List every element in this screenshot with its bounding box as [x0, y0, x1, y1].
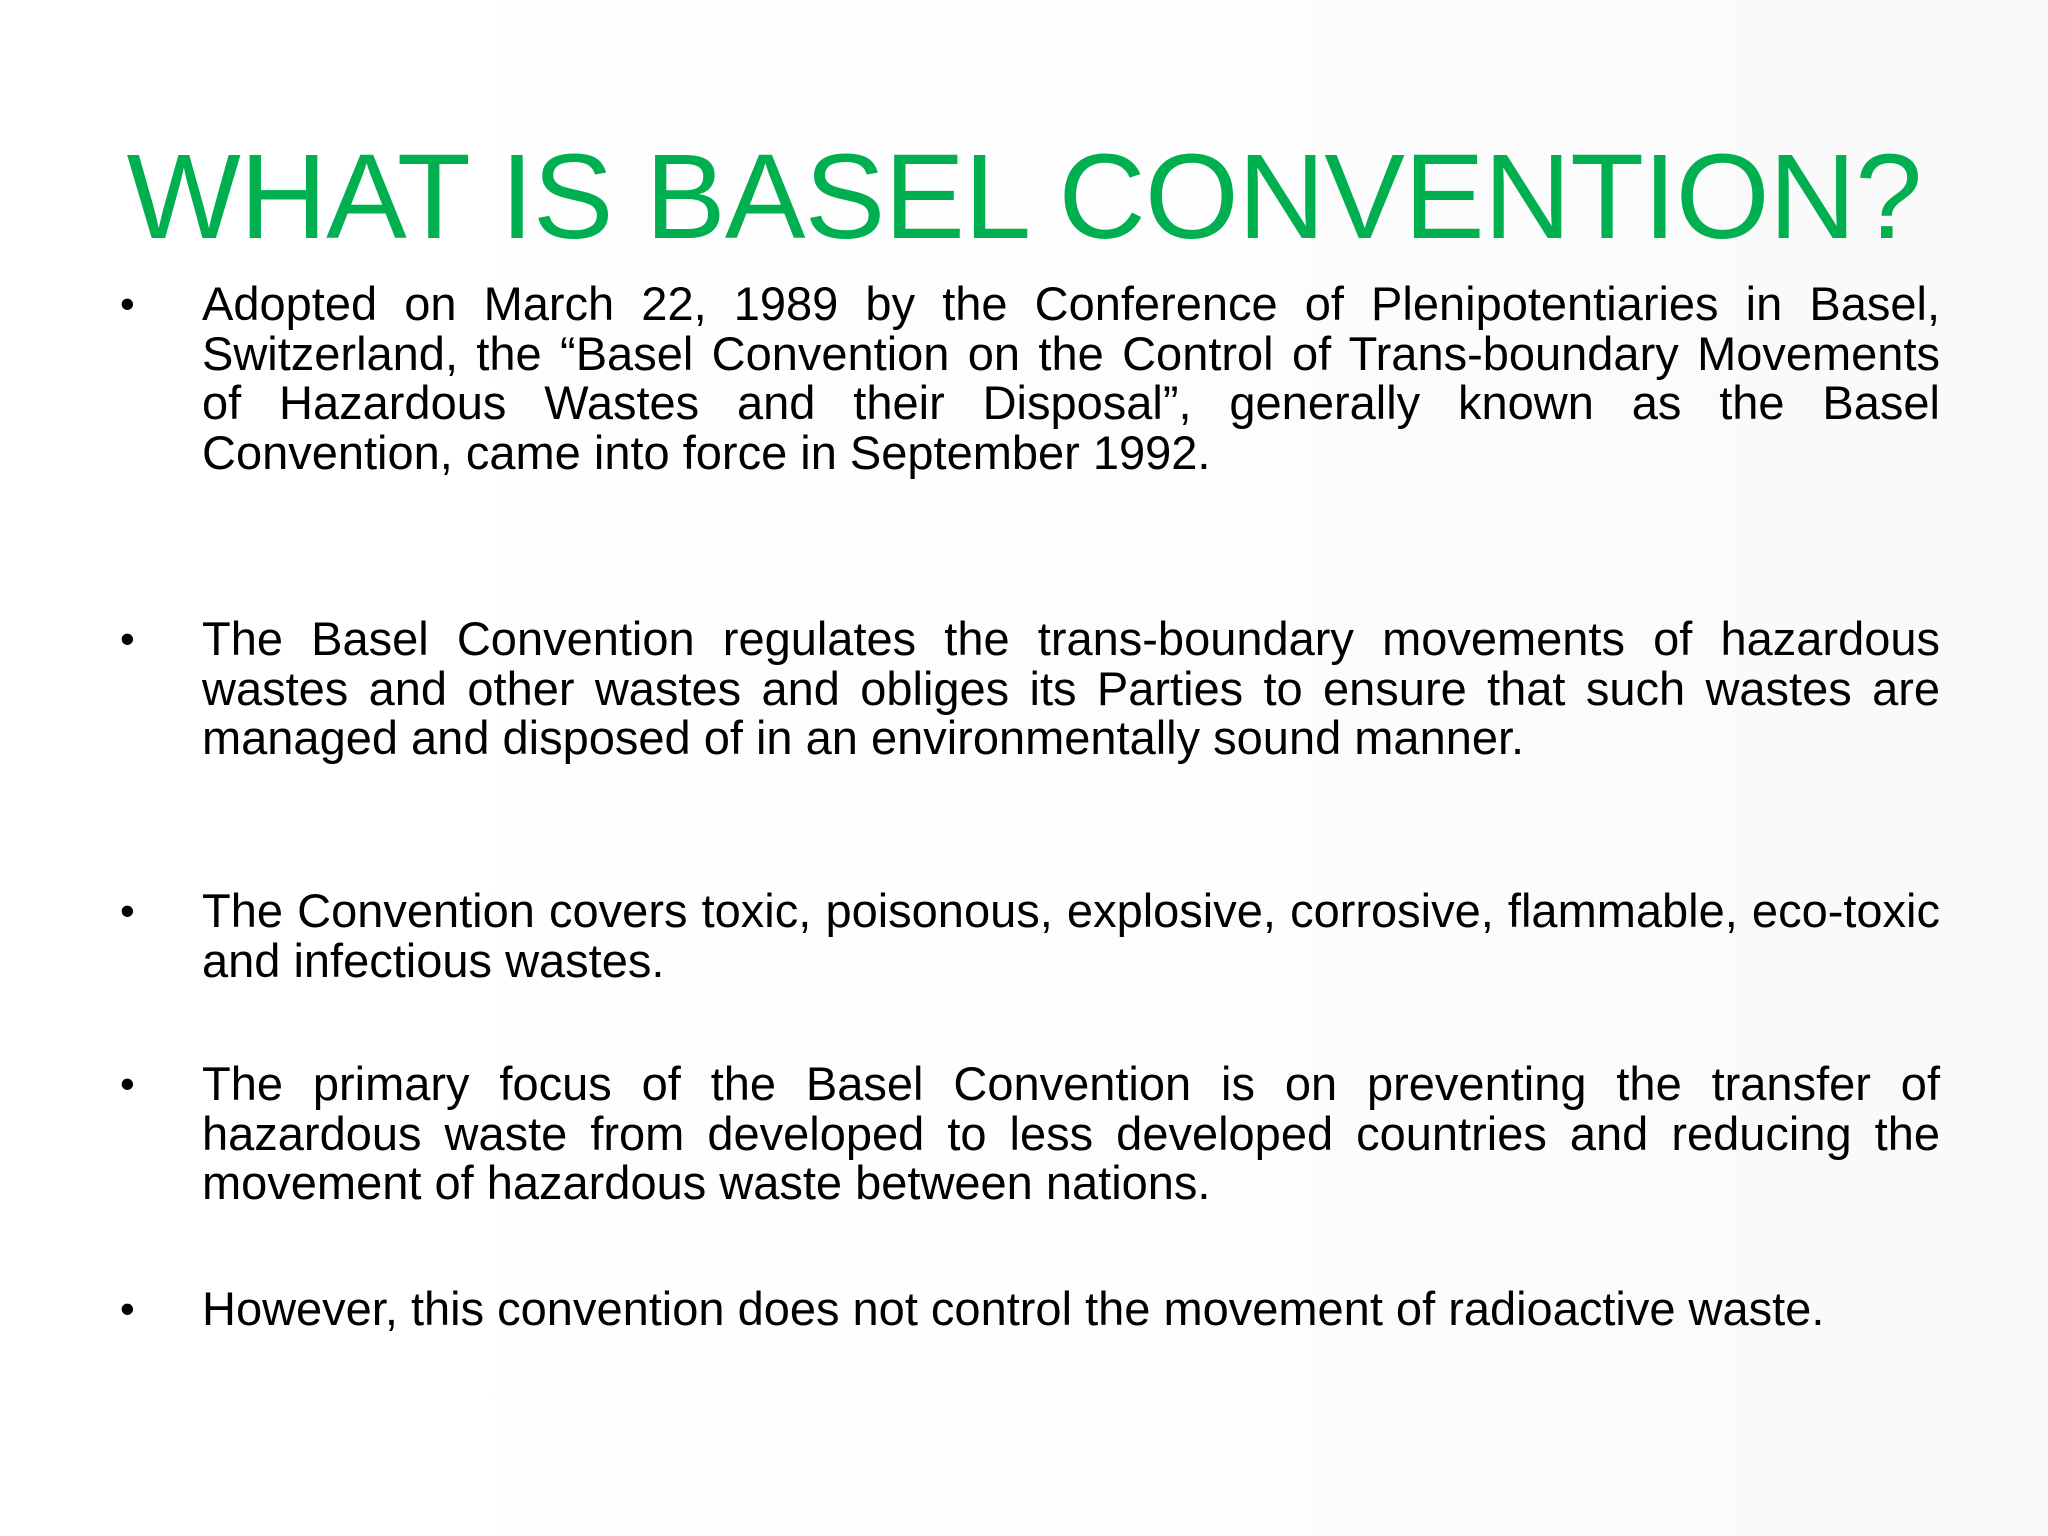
slide-title: WHAT IS BASEL CONVENTION?	[126, 128, 1922, 264]
bullet-text: The primary focus of the Basel Convention is on preventing the transfer of hazardous waste from developed to less developed countries and reducing the movement of hazardous waste between nations.	[202, 1057, 1940, 1209]
bullet-icon: •	[120, 887, 135, 934]
bullet-text: The Convention covers toxic, poisonous, explosive, corrosive, flammable, eco-toxic and infectious wastes.	[202, 884, 1940, 987]
bullet-text: The Basel Convention regulates the trans-boundary movements of hazardous wastes and other wastes and obliges its Parties to ensure that such wastes are managed and disposed of in an environmentally sound manner.	[202, 612, 1940, 764]
bullet-icon: •	[120, 1285, 135, 1332]
bullet-text: However, this convention does not control the movement of radioactive waste.	[202, 1282, 1825, 1335]
bullet-text: Adopted on March 22, 1989 by the Conference of Plenipotentiaries in Basel, Switzerland, the “Basel Convention on the Control of Trans-boundary Movements of Hazardous Wastes and their Disposal”, generally known as the Basel Convention, came into force in September 1992.	[202, 277, 1940, 479]
bullet-icon: •	[120, 615, 135, 662]
bullet-icon: •	[120, 280, 135, 327]
bullet-icon: •	[120, 1060, 135, 1107]
